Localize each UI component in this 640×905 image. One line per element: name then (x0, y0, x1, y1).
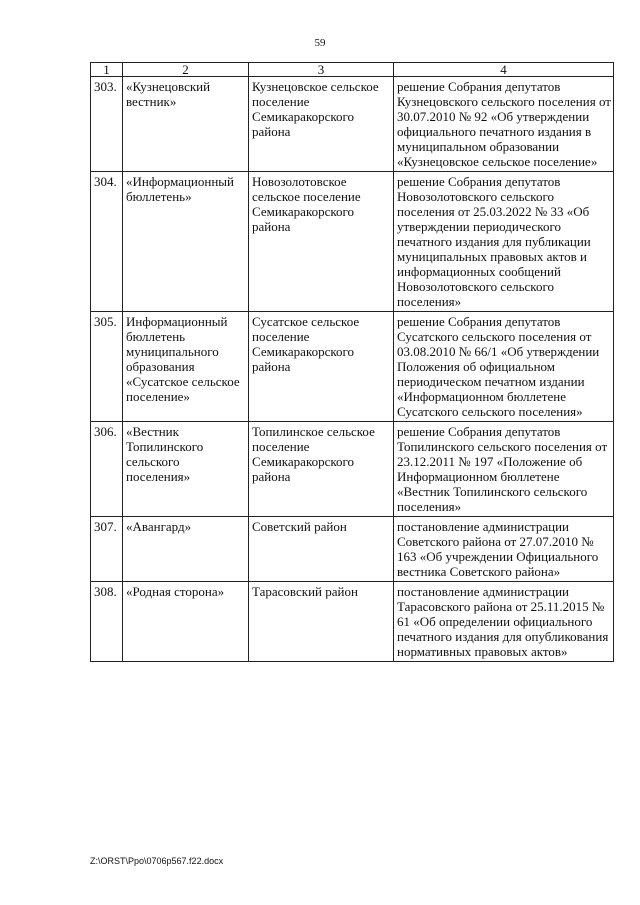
document-file-path: Z:\ORST\Ppo\0706p567.f22.docx (90, 856, 224, 866)
row-number: 306. (91, 422, 123, 517)
table-row (91, 172, 614, 312)
legal-basis: решение Собрания депутатов Новозолотовского сельского поселения от 25.03.2022 № 33 «Об утверждении периодического печатного издания для публикации муниципальных правовых актов и информационных сообщений Новозолотовского сельского поселения» (394, 172, 614, 312)
table-row (91, 77, 614, 172)
table-header-row (91, 63, 614, 77)
territory: Сусатское сельское поселение Семикаракорского района (249, 312, 394, 422)
table-row (91, 422, 614, 517)
legal-basis: постановление администрации Тарасовского района от 25.11.2015 № 61 «Об определении официального печатного издания для опубликования нормативных правовых актов» (394, 582, 614, 662)
row-number: 308. (91, 582, 123, 662)
column-header-3: 3 (249, 63, 394, 77)
legal-basis: решение Собрания депутатов Кузнецовского сельского поселения от 30.07.2010 № 92 «Об утверждении официального печатного издания в муниципальном образовании «Кузнецовское сельское поселение» (394, 77, 614, 172)
publication-name: «Кузнецовский вестник» (123, 77, 249, 172)
publication-name: «Авангард» (123, 517, 249, 582)
legal-basis: решение Собрания депутатов Сусатского сельского поселения от 03.08.2010 № 66/1 «Об утверждении Положения об официальном периодическом печатном издании «Информационном бюллетене Сусатского сельского поселения» (394, 312, 614, 422)
territory: Новозолотовское сельское поселение Семикаракорского района (249, 172, 394, 312)
territory: Кузнецовское сельское поселение Семикаракорского района (249, 77, 394, 172)
publication-name: Информационный бюллетень муниципального образования «Сусатское сельское поселение» (123, 312, 249, 422)
territory: Советский район (249, 517, 394, 582)
territory: Топилинское сельское поселение Семикаракорского района (249, 422, 394, 517)
row-number: 303. (91, 77, 123, 172)
column-header-2: 2 (123, 63, 249, 77)
registry-table (90, 62, 614, 662)
row-number: 304. (91, 172, 123, 312)
column-header-1: 1 (91, 63, 123, 77)
page-number: 59 (314, 37, 326, 49)
row-number: 305. (91, 312, 123, 422)
row-number: 307. (91, 517, 123, 582)
publication-name: «Информационный бюллетень» (123, 172, 249, 312)
table-row (91, 312, 614, 422)
territory: Тарасовский район (249, 582, 394, 662)
column-header-4: 4 (394, 63, 614, 77)
publication-name: «Вестник Топилинского сельского поселения» (123, 422, 249, 517)
legal-basis: решение Собрания депутатов Топилинского сельского поселения от 23.12.2011 № 197 «Положение об Информационном бюллетене «Вестник Топилинского сельского поселения» (394, 422, 614, 517)
table-row (91, 582, 614, 662)
table-row (91, 517, 614, 582)
publication-name: «Родная сторона» (123, 582, 249, 662)
legal-basis: постановление администрации Советского района от 27.07.2010 № 163 «Об учреждении Официального вестника Советского района» (394, 517, 614, 582)
